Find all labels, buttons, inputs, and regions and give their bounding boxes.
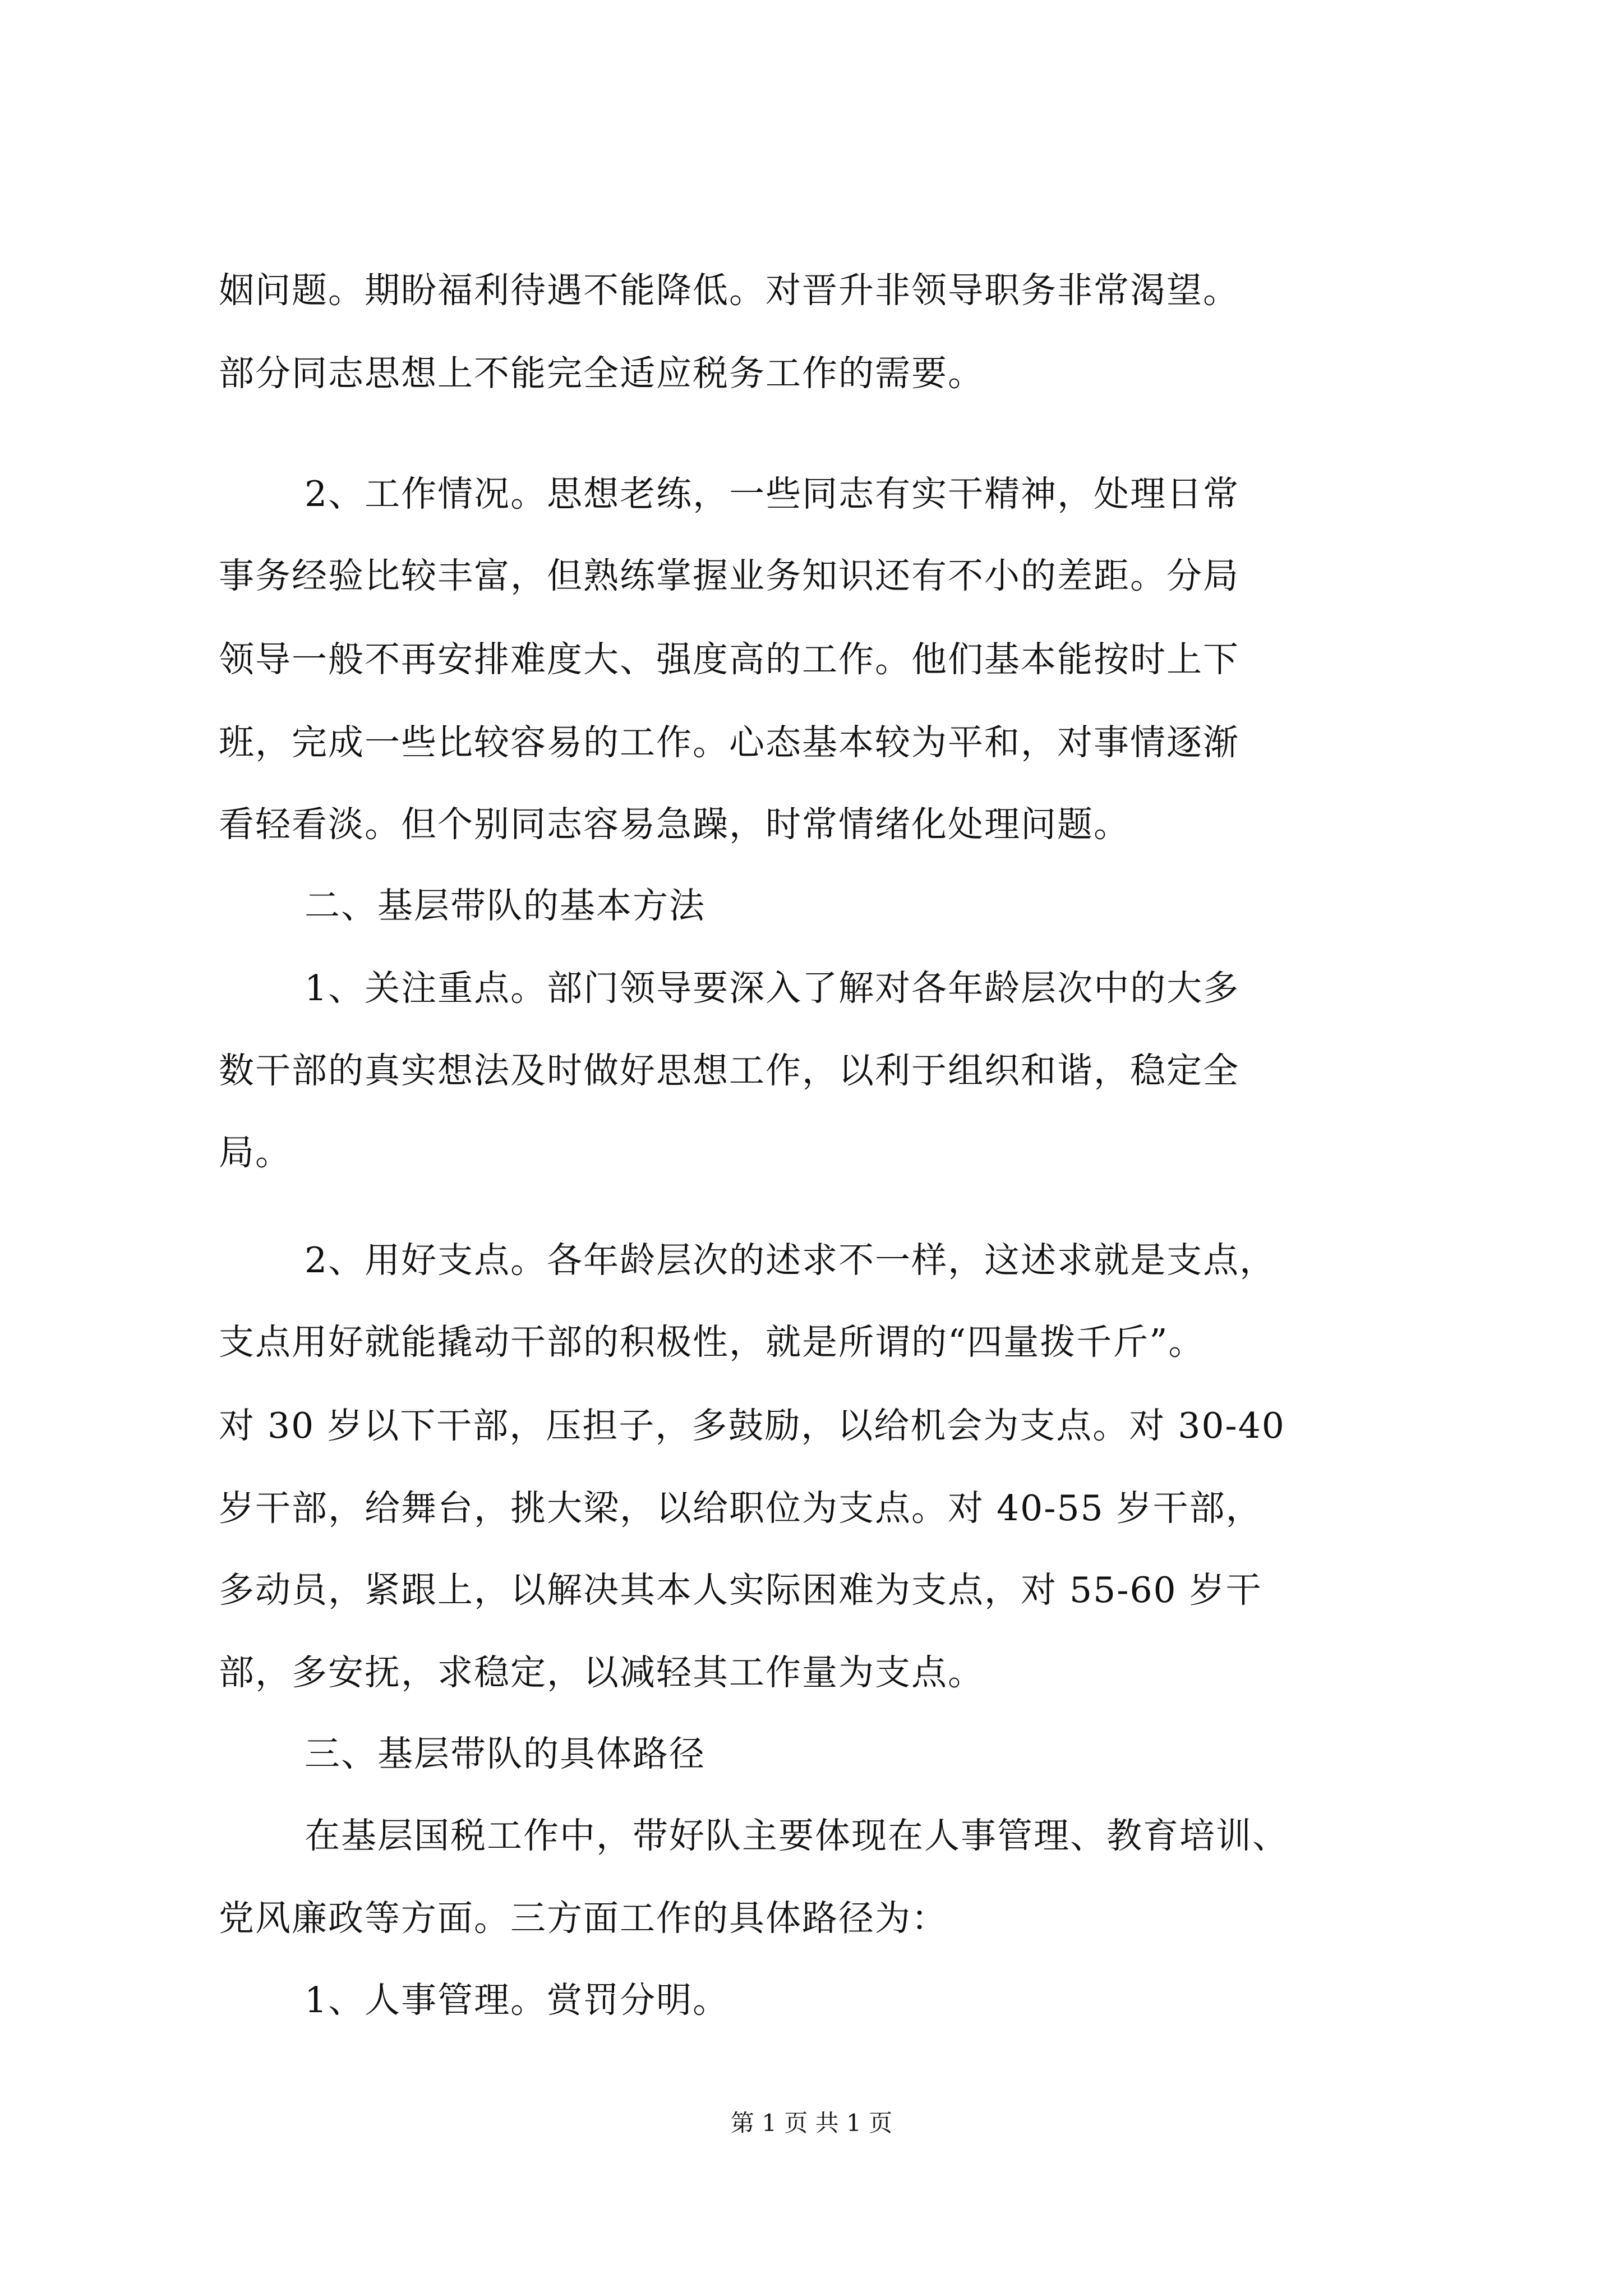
body-line: 班，完成一些比较容易的工作。心态基本较为平和，对事情逐渐 (219, 722, 1239, 763)
body-line: 事务经验比较丰富，但熟练掌握业务知识还有不小的差距。分局 (219, 555, 1239, 596)
body-line: 部分同志思想上不能完全适应税务工作的需要。 (219, 353, 984, 394)
paragraph-line: 1、关注重点。部门领导要深入了解对各年龄层次中的大多 (305, 968, 1240, 1009)
body-line: 领导一般不再安排难度大、强度高的工作。他们基本能按时上下 (219, 639, 1239, 680)
body-line: 对 30 岁以下干部，压担子，多鼓励，以给机会为支点。对 30-40 (219, 1405, 1285, 1446)
body-line: 岁干部，给舞台，挑大梁，以给职位为支点。对 40-55 岁干部， (219, 1488, 1262, 1529)
section-heading: 二、基层带队的基本方法 (305, 885, 706, 926)
paragraph-line: 1、人事管理。赏罚分明。 (305, 1980, 730, 2021)
body-line: 部，多安抚，求稳定，以减轻其工作量为支点。 (219, 1652, 984, 1693)
body-line: 姻问题。期盼福利待遇不能降低。对晋升非领导职务非常渴望。 (219, 270, 1239, 311)
section-heading: 三、基层带队的具体路径 (305, 1733, 706, 1774)
body-line: 数干部的真实想法及时做好思想工作，以利于组织和谐，稳定全 (219, 1050, 1239, 1091)
page-number-footer: 第 1 页 共 1 页 (730, 2109, 893, 2137)
body-line: 党风廉政等方面。三方面工作的具体路径为： (219, 1898, 948, 1939)
paragraph-line: 2、工作情况。思想老练，一些同志有实干精神，处理日常 (305, 473, 1240, 514)
body-line: 多动员，紧跟上，以解决其本人实际困难为支点，对 55-60 岁干 (219, 1570, 1262, 1611)
paragraph-line: 在基层国税工作中，带好队主要体现在人事管理、教育培训、 (305, 1815, 1289, 1856)
body-line: 看轻看淡。但个别同志容易急躁，时常情绪化处理问题。 (219, 804, 1130, 845)
body-line: 支点用好就能撬动干部的积极性，就是所谓的“四量拨千斤”。 (219, 1322, 1205, 1363)
paragraph-line: 2、用好支点。各年龄层次的述求不一样，这述求就是支点， (305, 1240, 1276, 1281)
body-line: 局。 (219, 1132, 292, 1173)
